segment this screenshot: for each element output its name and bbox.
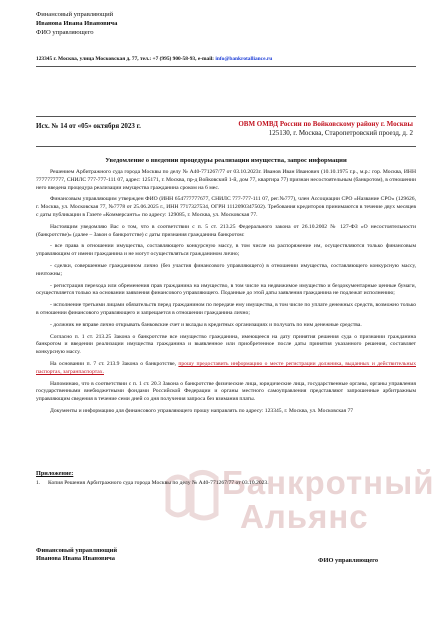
document-title: Уведомление о введении процедуры реализации имущества, запрос информации — [105, 157, 347, 164]
outgoing-number: Исх. № 14 от «05» октября 2023 г. — [36, 122, 141, 130]
watermark-line1: Банкротный — [222, 464, 435, 501]
sender-role: Финансовый управляющий — [36, 11, 114, 18]
signature-role: Финансовый управляющий — [36, 547, 118, 554]
contact-line — [36, 56, 416, 62]
paragraph: Финансовым управляющим утвержден ФИО (ИНН 654777777677, СНИЛС 777-777-111 07, рег.№777), член Ассоциации СРО «Название СРО» (129626, г. Москва, ул. Московская 77, №7778 от 25.06.2025 г., ИНН 7717327534, ОГРН 1112090347502). Требования кредиторов принимаются в течение двух месяцев с даты публикации в Газете «Коммерсантъ» по адресу: 129085, г. Москва, ул. Московская 77. — [36, 196, 416, 218]
appendix-item-number: 1. — [36, 480, 41, 486]
list-item: - все права в отношении имущества, составляющего конкурсную массу, в том числе на распоряжение им, осуществляются только финансовым управляющим от имени гражданина и не могут осуществляться гражданином лично; — [36, 243, 416, 258]
watermark-logo — [158, 462, 228, 532]
paragraph-text: На основании п. 7 ст. 213.9 Закона о банкротстве, — [50, 360, 179, 367]
paragraph: Настоящим уведомляю Вас о том, что в соответствии с п. 5 ст. 213.25 Федерального закона от 26.10.2002 № 127-ФЗ «О несостоятельности (банкротстве)» (далее – Закон о банкротстве) с даты признания гражданина банкротом: — [36, 223, 416, 238]
sender-subrole: ФИО управляющего — [36, 29, 94, 36]
list-item: - сделки, совершенные гражданином лично (без участия финансового управляющего) в отношении имущества, составляющего конкурсную массу, ничтожны; — [36, 262, 416, 277]
list-item: - регистрация перехода или обременения прав гражданина на имущество, в том числе на недвижимое имущество и бездокументарные ценные бумаги, осуществляется только на основании заявления финансового управляющего. Поданные до этой даты заявления гражданина не подлежат исполнению; — [36, 282, 416, 297]
recipient-address: 125130, г. Москва, Старопетровский проезд, д. 2 — [268, 129, 413, 137]
watermark-text — [222, 466, 435, 534]
contact-text: 123345 г. Москва, улица Московская д. 77, тел.: +7 (995) 900-58-93, e-mail: — [36, 56, 216, 62]
paragraph: Документы и информацию для финансового управляющего прошу направлять по адресу: 123345, г. Москва, ул. Московская 77 — [50, 407, 354, 414]
signature-name: Иванова Ивана Ивановича — [36, 555, 115, 563]
paragraph — [36, 361, 416, 377]
contact-email: info@bankrotalliance.ru — [215, 56, 273, 62]
appendix-item — [36, 480, 416, 486]
sender-header — [36, 10, 117, 37]
paragraph: Напоминаю, что в соответствии с п. 1 ст. 20.3 Закона о банкротстве физические лица, юридические лица, государственные органы, органы управления государственными внебюджетными фондами Российской Федерации и органы местного самоуправления представляют запрошенные арбитражным управляющим сведения в течение семи дней со дня получения запроса без взимания платы. — [36, 380, 416, 403]
list-item: - исполнение третьими лицами обязательств перед гражданином по передаче ему имущества, в том числе по уплате денежных средств, возможно только в отношении финансового управляющего и запрещается в отношении гражданина лично; — [36, 302, 416, 316]
signature-block — [36, 547, 117, 564]
appendix-item-text: Копия Решения Арбитражного суда города Москвы по делу № А40-771267/77 от 03.10.2023. — [48, 480, 269, 486]
paragraph: Согласно п. 1 ст. 213.25 Закона о банкротстве все имущество гражданина, имеющееся на дату принятия решения суда о признании гражданина банкротом и введении реализации имущества гражданина и выявленное или приобретенное после даты принятия указанного решения, составляет конкурсную массу. — [36, 333, 416, 356]
sender-name: Иванова Ивана Ивановича — [36, 20, 118, 27]
signature-right: ФИО управляющего — [318, 557, 379, 564]
paragraph: Решением Арбитражного суда города Москвы по делу № А40-771267/77 от 03.10.2023г. Иванов Иван Иванович (10.10.1975 г.р., м.р.: гор. Москва, ИНН 7777777777, СНИЛС 777-777-111 07, адрес: 125171, г. Москва, пр-д Войковский 1-й, дом 77, квартира 77) признан несостоятельным (банкротом), в отношении него введена процедура реализации имущества гражданина сроком на 6 мес. — [36, 169, 416, 191]
highlighted-request: прошу предоставить информацию о месте регистрации должника, выданных и действительных паспортах, загранпаспортах. — [36, 360, 416, 375]
watermark-line2: Альянс — [240, 498, 369, 535]
list-item: - должник не вправе лично открывать банковские счет и вклады в кредитных организациях и получать по ним денежные средства. — [50, 321, 362, 328]
divider — [36, 66, 416, 67]
appendix-title: Приложение: — [36, 470, 74, 477]
divider — [36, 116, 416, 117]
recipient-org: ОВМ ОМВД России по Войковскому району г. Москвы — [238, 120, 413, 128]
document-body — [36, 169, 416, 420]
recipient-block — [203, 120, 413, 138]
divider — [36, 146, 416, 147]
